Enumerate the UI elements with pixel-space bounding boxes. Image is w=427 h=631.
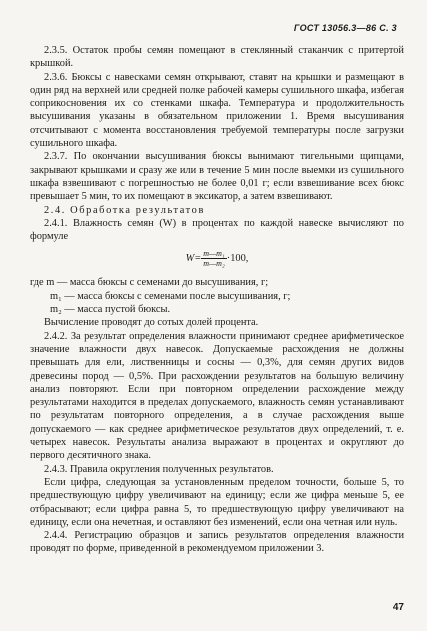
paragraph-2-4-4: 2.4.4. Регистрацию образцов и запись результатов определения влажности проводят по форме, приведенной в рекомендуемом приложении 3.: [30, 530, 404, 555]
paragraph-rounding-note: Вычисление проводят до сотых долей процента.: [44, 317, 259, 329]
section-heading-2-4: 2.4. Обработка результатов: [44, 204, 205, 216]
paragraph-2-4-1: 2.4.1. Влажность семян (W) в процентах по каждой навеске вычисляют по формуле: [30, 217, 404, 243]
document-body: [30, 44, 404, 556]
formula-fraction: [201, 249, 226, 268]
formula-lhs: W=: [185, 253, 202, 265]
formula-denominator: m—m₂: [203, 259, 225, 269]
paragraph-2-4-2: 2.4.2. За результат определения влажности принимают среднее арифметическое значение влажности двух навесок. Допускаемые расхождения не должны превышать для ели, лиственницы и сосны — 0,3%, для семян других видов древесины пород — 0,5%. При расхождении результатов на большую величину анализ повторяют. Если при повторном определении расхождение между результатами находится в пределах допускаемого, влажность семян устанавливают по результатам повторного определения, а в случае расхождения выше допускаемого — как среднее арифметическое результатов двух определений, т. е. четырех навесок. Результаты анализа выражают в процентах и округляют до первого десятичного знака.: [30, 330, 404, 462]
page-number: 47: [392, 602, 404, 613]
moisture-formula: [30, 249, 404, 268]
legend-m1: m₁ — масса бюксы с семенами после высушивания, г;: [50, 290, 291, 302]
paragraph-2-3-6: 2.3.6. Бюксы с навесками семян открывают, ставят на крышки и размещают в один ряд на верхней или средней полке рабочей камеры сушильного шкафа, избегая соприкосновения их со стенками шкафа. Температура и продолжительность высушивания указаны в обязательном приложении 1. Время высушивания отсчитывают с момента восстановления требуемой температуры после загрузки сушильного шкафа.: [30, 71, 404, 150]
paragraph-rounding-rules: Если цифра, следующая за установленным пределом точности, больше 5, то предшествующую цифру увеличивают на единицу; если же цифра меньше 5, ее отбрасывают; если цифра равна 5, то предшествующую цифру увеличивают на единицу, если она нечетная, и оставляют без изменений, если она четная или нуль.: [30, 476, 404, 528]
page-header: ГОСТ 13056.3—86 С. 3: [293, 23, 397, 33]
legend-m: где m — масса бюксы с семенами до высушивания, г;: [30, 277, 269, 289]
paragraph-2-4-3: 2.4.3. Правила округления полученных результатов.: [44, 463, 274, 475]
formula-legend: [30, 276, 404, 316]
formula-numerator: m—m₁: [203, 249, 225, 259]
paragraph-2-3-7: 2.3.7. По окончании высушивания бюксы вынимают тигельными щипцами, закрывают крышками и сразу же или в течение 5 мин после выемки из сушильного шкафа взвешивают с погрешностью не более 0,01 г; если взвешивание всех бюкс превышает 5 мин, то их помещают в эксикатор, а затем взвешивают.: [30, 151, 404, 203]
paragraph-2-3-5: 2.3.5. Остаток пробы семян помещают в стеклянный стаканчик с притертой крышкой.: [30, 45, 404, 70]
legend-m2: m₂ — масса пустой бюксы.: [50, 304, 171, 316]
formula-rhs: ·100,: [226, 253, 249, 265]
